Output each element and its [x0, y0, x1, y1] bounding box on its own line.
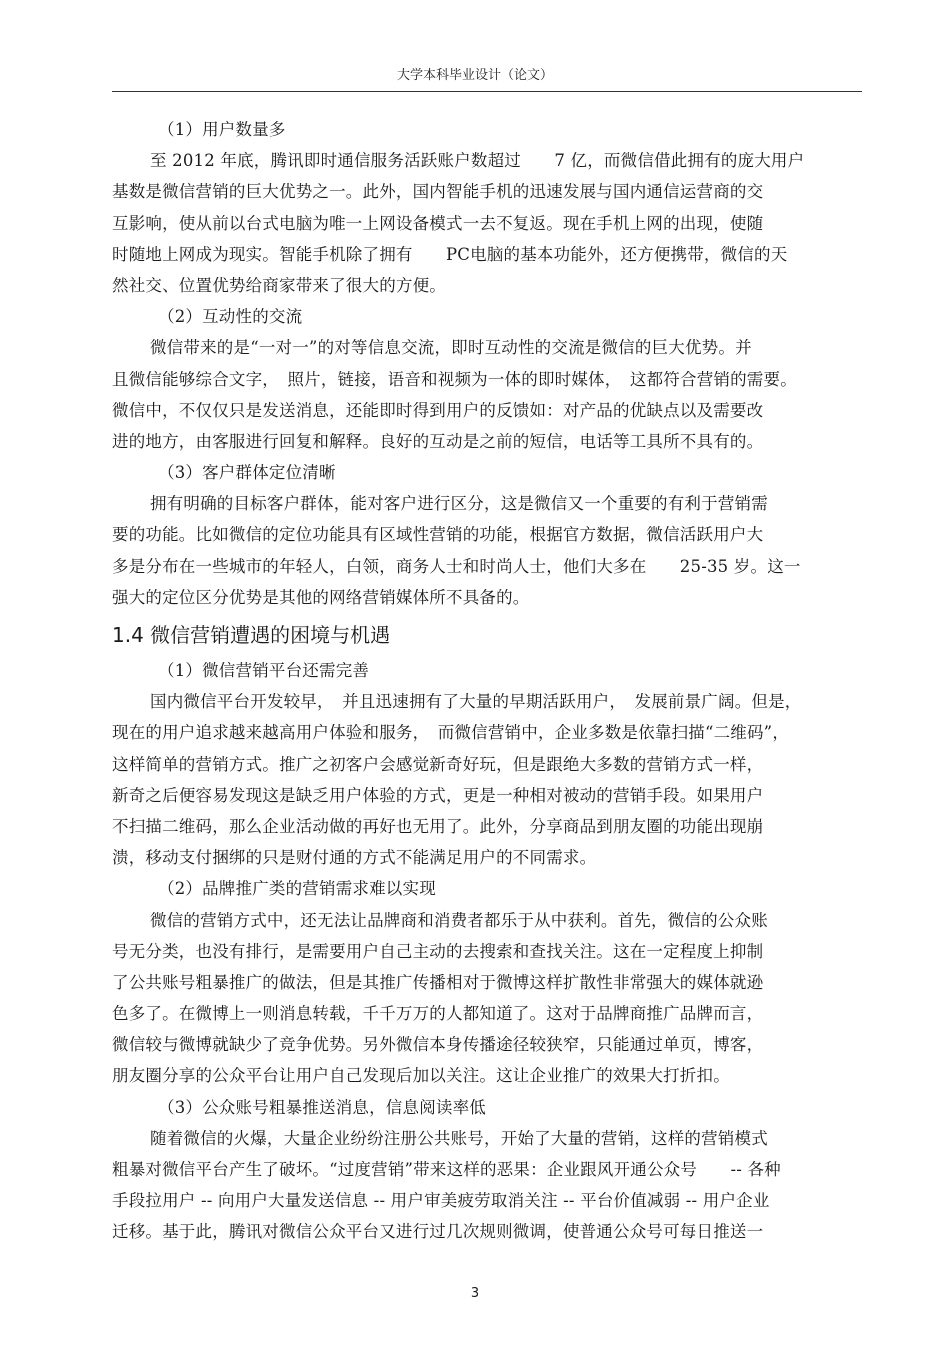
- paragraph-line: 号无分类，也没有排行，是需要用户自己主动的去搜索和查找关注。这在一定程度上抑制: [112, 941, 764, 961]
- subsection-title: （3）客户群体定位清晰: [158, 463, 336, 483]
- paragraph-line: 色多了。在微博上一则消息转载，千千万万的人都知道了。这对于品牌商推广品牌而言，: [112, 1004, 764, 1024]
- subsection-title: （1）用户数量多: [158, 120, 286, 139]
- paragraph-line: 这样简单的营销方式。推广之初客户会感觉新奇好玩，但是跟绝大多数的营销方式一样，: [112, 754, 764, 774]
- paragraph-line: 不扫描二维码，那么企业活动做的再好也无用了。此外，分享商品到朋友圈的功能出现崩: [112, 816, 764, 836]
- paragraph-line: 进的地方，由客服进行回复和解释。良好的互动是之前的短信，电话等工具所不具有的。: [112, 431, 764, 451]
- paragraph-line: 且微信能够综合文字， 照片，链接，语音和视频为一体的即时媒体， 这都符合营销的需要。: [112, 369, 797, 389]
- paragraph-line: 随着微信的火爆，大量企业纷纷注册公共账号，开始了大量的营销，这样的营销模式: [150, 1128, 768, 1148]
- paragraph-line: 新奇之后便容易发现这是缺乏用户体验的方式，更是一种相对被动的营销手段。如果用户: [112, 785, 764, 805]
- paragraph-line: 至 2012 年底，腾讯即时通信服务活跃账户数超过 7 亿，而微信借此拥有的庞大用户: [150, 151, 805, 171]
- paragraph-line: 然社交、位置优势给商家带来了很大的方便。: [112, 275, 446, 295]
- paragraph-line: 现在的用户追求越来越高用户体验和服务， 而微信营销中，企业多数是依靠扫描“二维码”，: [112, 723, 790, 743]
- paragraph-line: 基数是微信营销的巨大优势之一。此外，国内智能手机的迅速发展与国内通信运营商的交: [112, 182, 764, 202]
- subsection-title: （2）品牌推广类的营销需求难以实现: [158, 879, 436, 899]
- paragraph-line: 时随地上网成为现实。智能手机除了拥有 PC电脑的基本功能外，还方便携带，微信的天: [112, 244, 788, 264]
- subsection-title: （2）互动性的交流: [158, 307, 303, 327]
- section-heading: 1.4 微信营销遭遇的困境与机遇: [112, 623, 391, 647]
- subsection-title: （1）微信营销平台还需完善: [158, 661, 370, 680]
- paragraph-line: 微信带来的是“一对一”的对等信息交流，即时互动性的交流是微信的巨大优势。并: [150, 338, 752, 358]
- paragraph-line: 朋友圈分享的公众平台让用户自己发现后加以关注。这让企业推广的效果大打折扣。: [112, 1066, 730, 1086]
- paragraph-line: 要的功能。比如微信的定位功能具有区域性营销的功能，根据官方数据，微信活跃用户大: [112, 525, 764, 545]
- paragraph-line: 溃，移动支付捆绑的只是财付通的方式不能满足用户的不同需求。: [112, 848, 597, 868]
- paragraph-line: 粗暴对微信平台产生了破坏。“过度营销”带来这样的恶果：企业跟风开通公众号 -- 各种: [112, 1160, 781, 1179]
- paragraph-line: 强大的定位区分优势是其他的网络营销媒体所不具备的。: [112, 587, 530, 607]
- paragraph-line: 微信中，不仅仅只是发送消息，还能即时得到用户的反馈如：对产品的优缺点以及需要改: [112, 400, 764, 420]
- page-number: 3: [470, 1286, 480, 1301]
- paragraph-line: 多是分布在一些城市的年轻人，白领，商务人士和时尚人士，他们大多在 25-35 岁。这一: [112, 556, 801, 576]
- subsection-title: （3）公众账号粗暴推送消息，信息阅读率低: [158, 1097, 486, 1117]
- body-text: [112, 114, 860, 1248]
- paragraph-line: 拥有明确的目标客户群体，能对客户进行区分，这是微信又一个重要的有利于营销需: [150, 494, 768, 514]
- paragraph-line: 互影响，使从前以台式电脑为唯一上网设备模式一去不复返。现在手机上网的出现，使随: [112, 213, 764, 233]
- paragraph-line: 了公共账号粗暴推广的做法，但是其推广传播相对于微博这样扩散性非常强大的媒体就逊: [112, 972, 764, 992]
- paragraph-line: 迁移。基于此，腾讯对微信公众平台又进行过几次规则微调，使普通公众号可每日推送一: [112, 1222, 764, 1242]
- paragraph-line: 国内微信平台开发较早， 并且迅速拥有了大量的早期活跃用户， 发展前景广阔。但是，: [150, 692, 802, 712]
- paragraph-line: 微信较与微博就缺少了竞争优势。另外微信本身传播途径较狭窄，只能通过单页，博客，: [112, 1035, 764, 1055]
- paragraph-line: 手段拉用户 -- 向用户大量发送信息 -- 用户审美疲劳取消关注 -- 平台价值减弱 -- 用户企业: [112, 1191, 770, 1211]
- paragraph-line: 微信的营销方式中，还无法让品牌商和消费者都乐于从中获利。首先，微信的公众账: [150, 910, 768, 930]
- running-header: 大学本科毕业设计（论文）: [396, 68, 553, 83]
- header-rule: [112, 91, 862, 92]
